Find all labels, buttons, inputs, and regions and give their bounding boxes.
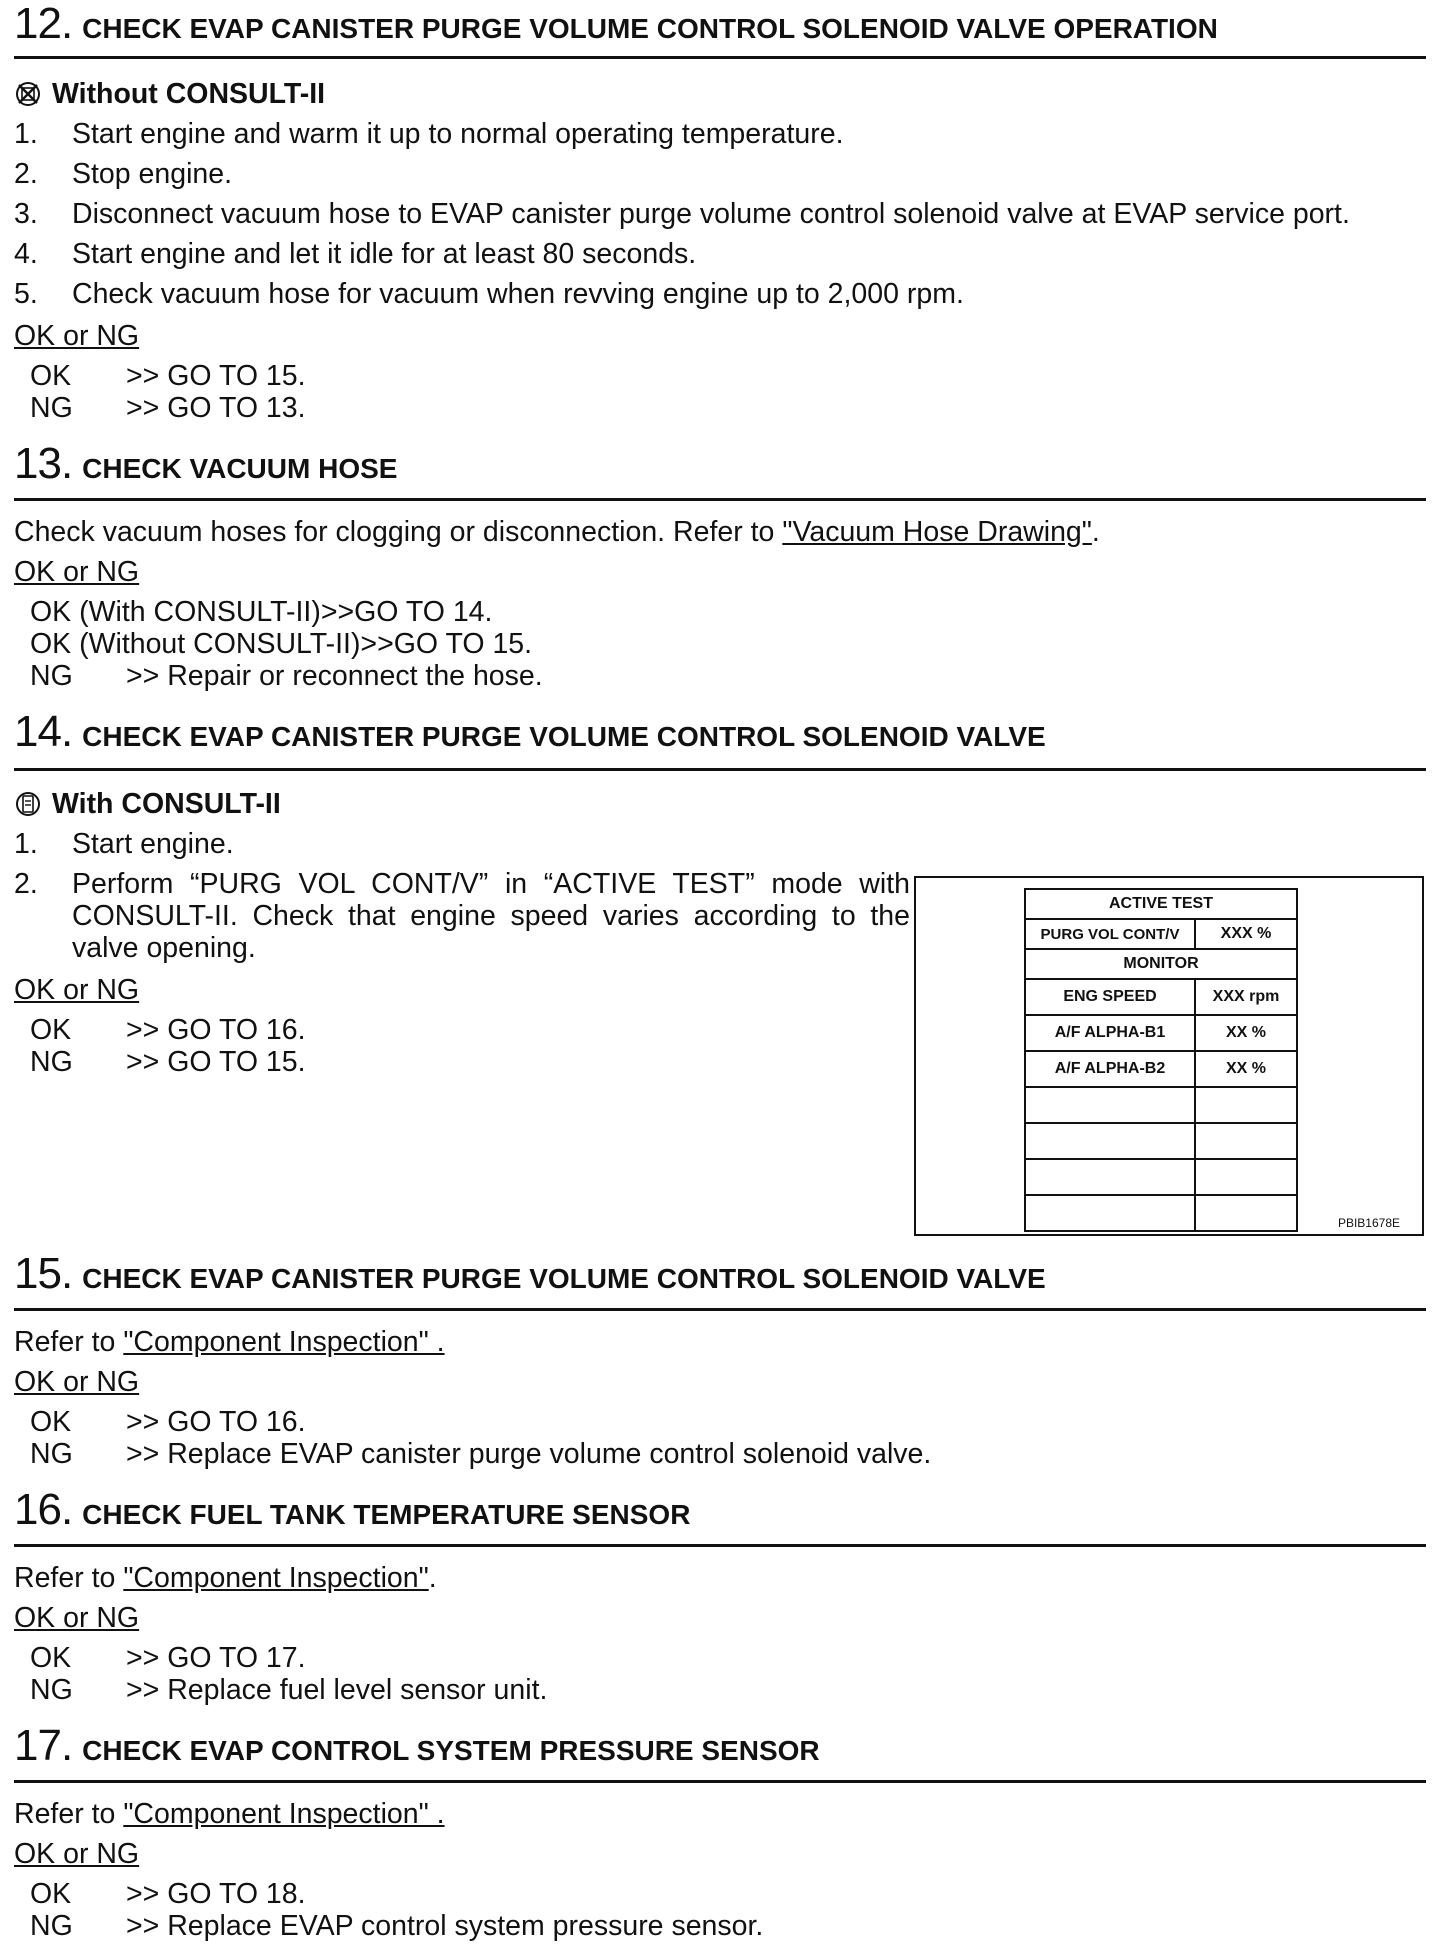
instruction-end: . bbox=[428, 1562, 437, 1594]
component-inspection-link[interactable]: "Component Inspection" bbox=[123, 1562, 429, 1594]
list-number: 3. bbox=[14, 198, 38, 230]
list-text: Disconnect vacuum hose to EVAP canister purge volume control solenoid valve at EVAP service port. bbox=[72, 198, 1350, 230]
result-action: >> GO TO 16. bbox=[126, 1406, 306, 1438]
result-ok bbox=[14, 360, 306, 392]
list-number: 2. bbox=[14, 868, 38, 900]
table-cell bbox=[1025, 1123, 1195, 1159]
title-rule bbox=[14, 498, 1426, 501]
result-ng bbox=[14, 1438, 931, 1470]
result-ng bbox=[14, 660, 543, 692]
result-label: NG bbox=[30, 1438, 73, 1470]
section-header bbox=[14, 708, 1426, 760]
list-text: Start engine and warm it up to normal operating temperature. bbox=[72, 118, 844, 150]
table-cell bbox=[1195, 1087, 1297, 1123]
table-cell: A/F ALPHA-B2 bbox=[1025, 1051, 1195, 1087]
result-action: >> GO TO 15. bbox=[126, 1046, 306, 1078]
result-ng bbox=[14, 1046, 306, 1078]
list-text: Start engine and let it idle for at least 80 seconds. bbox=[72, 238, 697, 270]
section-title: CHECK FUEL TANK TEMPERATURE SENSOR bbox=[82, 1499, 691, 1530]
section-13 bbox=[14, 439, 1426, 692]
ok-or-ng-label: OK or NG bbox=[14, 1602, 140, 1634]
result-action: OK (Without CONSULT-II)>>GO TO 15. bbox=[30, 628, 533, 660]
section-16 bbox=[14, 1485, 1426, 1706]
section-title: CHECK EVAP CANISTER PURGE VOLUME CONTROL SOLENOID VALVE bbox=[82, 1263, 1046, 1294]
title-rule bbox=[14, 1308, 1426, 1311]
result-action: >> Replace fuel level sensor unit. bbox=[126, 1674, 548, 1706]
instruction-body: Refer to bbox=[14, 1562, 116, 1594]
ok-or-ng-label: OK or NG bbox=[14, 556, 140, 588]
table-cell bbox=[1195, 1195, 1297, 1231]
consult-icon bbox=[14, 790, 42, 818]
list-number: 4. bbox=[14, 238, 38, 270]
component-inspection-link[interactable]: "Component Inspection" . bbox=[123, 1798, 445, 1830]
result-action: >> GO TO 16. bbox=[126, 1014, 306, 1046]
result-label: OK bbox=[30, 1014, 72, 1046]
result-action: >> Replace EVAP control system pressure sensor. bbox=[126, 1910, 764, 1942]
table-cell: XXX % bbox=[1195, 919, 1297, 949]
section-header bbox=[14, 1250, 1426, 1302]
table-header: ACTIVE TEST bbox=[1025, 889, 1297, 919]
result-label: OK bbox=[30, 1878, 72, 1910]
subheading-without-consult bbox=[14, 76, 325, 112]
step-number: 12. bbox=[14, 0, 73, 48]
section-17 bbox=[14, 1721, 1426, 1942]
list-text: Perform “PURG VOL CONT/V” in “ACTIVE TEST” mode with CONSULT-II. Check that engine speed varies according to the valve opening. bbox=[72, 868, 910, 964]
result-action: >> GO TO 18. bbox=[126, 1878, 306, 1910]
list-text: Start engine. bbox=[72, 828, 234, 860]
list-number: 1. bbox=[14, 118, 38, 150]
title-rule bbox=[14, 56, 1426, 59]
table-cell bbox=[1025, 1195, 1195, 1231]
step-number: 14. bbox=[14, 707, 73, 756]
subheading-with-consult bbox=[14, 786, 281, 822]
ok-or-ng-label: OK or NG bbox=[14, 974, 140, 1006]
section-title: CHECK EVAP CONTROL SYSTEM PRESSURE SENSOR bbox=[82, 1735, 820, 1766]
result-label: NG bbox=[30, 1910, 73, 1942]
component-inspection-link[interactable]: "Component Inspection" . bbox=[123, 1326, 445, 1358]
step-number: 17. bbox=[14, 1721, 73, 1770]
result-action: >> Repair or reconnect the hose. bbox=[126, 660, 543, 692]
result-ok bbox=[14, 1878, 306, 1910]
section-title: CHECK EVAP CANISTER PURGE VOLUME CONTROL SOLENOID VALVE OPERATION bbox=[82, 13, 1218, 44]
result-ok-with-consult bbox=[14, 596, 492, 628]
table-cell bbox=[1195, 1159, 1297, 1195]
table-header: MONITOR bbox=[1025, 949, 1297, 979]
result-label: NG bbox=[30, 1046, 73, 1078]
active-test-figure bbox=[914, 876, 1424, 1236]
table-cell: XX % bbox=[1195, 1015, 1297, 1051]
result-ok-without-consult bbox=[14, 628, 532, 660]
table-cell: A/F ALPHA-B1 bbox=[1025, 1015, 1195, 1051]
section-header bbox=[14, 1486, 1426, 1538]
title-rule bbox=[14, 768, 1426, 771]
title-rule bbox=[14, 1544, 1426, 1547]
result-label: NG bbox=[30, 660, 73, 692]
list-number: 1. bbox=[14, 828, 38, 860]
result-ok bbox=[14, 1406, 306, 1438]
ok-or-ng-label: OK or NG bbox=[14, 320, 140, 352]
title-rule bbox=[14, 1780, 1426, 1783]
subheading-text: Without CONSULT-II bbox=[52, 78, 326, 110]
active-test-table bbox=[1024, 888, 1298, 1232]
instruction-body: Refer to bbox=[14, 1326, 116, 1358]
section-12 bbox=[14, 0, 1426, 424]
result-label: OK bbox=[30, 1642, 72, 1674]
table-cell bbox=[1025, 1087, 1195, 1123]
result-action: >> GO TO 17. bbox=[126, 1642, 306, 1674]
list-number: 5. bbox=[14, 278, 38, 310]
section-title: CHECK VACUUM HOSE bbox=[82, 453, 398, 484]
result-label: OK bbox=[30, 1406, 72, 1438]
result-action: >> GO TO 15. bbox=[126, 360, 306, 392]
table-cell: ENG SPEED bbox=[1025, 979, 1195, 1015]
result-ng bbox=[14, 1674, 547, 1706]
result-ok bbox=[14, 1014, 306, 1046]
ok-or-ng-label: OK or NG bbox=[14, 1366, 140, 1398]
list-number: 2. bbox=[14, 158, 38, 190]
step-number: 13. bbox=[14, 439, 73, 488]
subheading-text: With CONSULT-II bbox=[52, 788, 281, 820]
section-header bbox=[14, 1722, 1426, 1774]
section-title: CHECK EVAP CANISTER PURGE VOLUME CONTROL SOLENOID VALVE bbox=[82, 721, 1046, 752]
result-action: OK (With CONSULT-II)>>GO TO 14. bbox=[30, 596, 493, 628]
instruction-text bbox=[14, 1560, 437, 1596]
section-header bbox=[14, 440, 1426, 492]
table-cell: PURG VOL CONT/V bbox=[1025, 919, 1195, 949]
list-text: Check vacuum hose for vacuum when revving engine up to 2,000 rpm. bbox=[72, 278, 964, 310]
result-action: >> Replace EVAP canister purge volume control solenoid valve. bbox=[126, 1438, 932, 1470]
result-action: >> GO TO 13. bbox=[126, 392, 306, 424]
instruction-text bbox=[14, 1324, 445, 1360]
figure-code: PBIB1678E bbox=[1337, 1216, 1400, 1230]
result-label: NG bbox=[30, 392, 73, 424]
result-ng bbox=[14, 1910, 763, 1942]
step-number: 16. bbox=[14, 1485, 73, 1534]
instruction-text bbox=[14, 1796, 445, 1832]
table-cell bbox=[1195, 1123, 1297, 1159]
step-number: 15. bbox=[14, 1249, 73, 1298]
table-cell bbox=[1025, 1159, 1195, 1195]
instruction-end: . bbox=[1091, 516, 1100, 548]
table-cell: XX % bbox=[1195, 1051, 1297, 1087]
instruction-body: Refer to bbox=[14, 1798, 116, 1830]
result-label: OK bbox=[30, 360, 72, 392]
section-header bbox=[14, 0, 1426, 52]
instruction-text bbox=[14, 514, 1100, 550]
result-ng bbox=[14, 392, 306, 424]
list-text: Stop engine. bbox=[72, 158, 233, 190]
consult-unavailable-icon bbox=[14, 80, 42, 108]
ok-or-ng-label: OK or NG bbox=[14, 1838, 140, 1870]
instruction-body: Check vacuum hoses for clogging or disconnection. Refer to bbox=[14, 516, 775, 548]
vacuum-hose-drawing-link[interactable]: "Vacuum Hose Drawing" bbox=[782, 516, 1092, 548]
section-15 bbox=[14, 1249, 1426, 1470]
result-ok bbox=[14, 1642, 306, 1674]
result-label: NG bbox=[30, 1674, 73, 1706]
table-cell: XXX rpm bbox=[1195, 979, 1297, 1015]
